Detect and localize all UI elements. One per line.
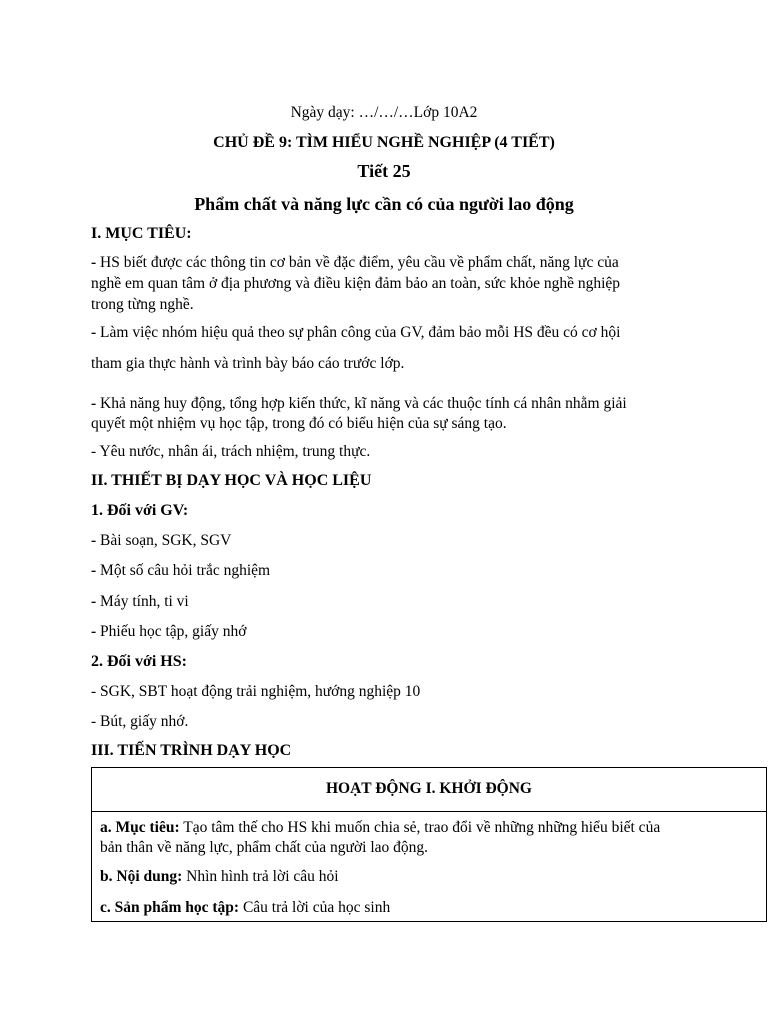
activity-title: HOẠT ĐỘNG I. KHỞI ĐỘNG	[326, 780, 532, 797]
bullet-dash: -	[91, 562, 97, 579]
hs-heading: 2. Đối với HS:	[91, 653, 187, 670]
objective-3-line-1	[91, 394, 691, 414]
activity-table	[91, 767, 767, 922]
product-text: Câu trả lời của học sinh	[239, 899, 391, 916]
activity-goal-line-2: bản thân về năng lực, phẩm chất của người lao động.	[100, 839, 429, 856]
lesson-number: Tiết 25	[357, 161, 411, 181]
objective-4: - Yêu nước, nhân ái, trách nhiệm, trung thực.	[91, 443, 371, 460]
table-divider	[92, 811, 766, 812]
objective-1-text: HS biết được các thông tin cơ bản về đặc điểm, yêu cầu về phẩm chất, năng lực của	[96, 254, 619, 271]
gv-item-text: Phiếu học tập, giấy nhớ	[96, 623, 247, 640]
goal-label: a. Mục tiêu:	[100, 819, 180, 836]
bullet-dash: -	[91, 254, 97, 271]
date-line: Ngày dạy: …/…/…Lớp 10A2	[290, 104, 478, 121]
gv-heading: 1. Đối với GV:	[91, 502, 189, 519]
activity-product	[100, 898, 760, 918]
activity-goal-line-1	[100, 818, 760, 838]
bullet-dash: -	[91, 593, 97, 610]
section-1-heading: I. MỤC TIÊU:	[91, 225, 192, 242]
lesson-title: Phẩm chất và năng lực cần có của người lao động	[194, 194, 574, 214]
objective-3-line-2: quyết một nhiệm vụ học tập, trong đó có biểu hiện của sự sáng tạo.	[91, 415, 507, 432]
objective-2-line-1	[91, 323, 691, 343]
content-text: Nhìn hình trả lời câu hỏi	[182, 868, 339, 885]
objective-2-line-2: tham gia thực hành và trình bày báo cáo trước lớp.	[91, 355, 405, 372]
gv-item-text: Một số câu hỏi trắc nghiệm	[96, 562, 271, 579]
gv-item	[91, 622, 691, 642]
activity-content	[100, 867, 760, 887]
product-label: c. Sản phẩm học tập:	[100, 899, 240, 916]
objective-1-line-2: nghề em quan tâm ở địa phương và điều kiện đảm bảo an toàn, sức khỏe nghề nghiệp	[91, 275, 621, 292]
objective-3-text: Khả năng huy động, tổng hợp kiến thức, kĩ năng và các thuộc tính cá nhân nhằm giải	[96, 395, 627, 412]
content-label: b. Nội dung:	[100, 868, 183, 885]
gv-item	[91, 531, 691, 551]
topic-title: CHỦ ĐỀ 9: TÌM HIỂU NGHỀ NGHIỆP (4 TIẾT)	[213, 134, 555, 151]
gv-item-text: Máy tính, ti vi	[96, 593, 189, 610]
objective-1-line-1	[91, 253, 691, 273]
goal-text: Tạo tâm thế cho HS khi muốn chia sẻ, trao đổi về những những hiểu biết của	[179, 819, 661, 836]
gv-item	[91, 561, 691, 581]
bullet-dash: -	[91, 532, 97, 549]
gv-item-text: Bài soạn, SGK, SGV	[96, 532, 232, 549]
hs-item: - Bút, giấy nhớ.	[91, 713, 189, 730]
objective-1-line-3: trong từng nghề.	[91, 296, 194, 313]
section-3-heading: III. TIẾN TRÌNH DẠY HỌC	[91, 742, 292, 759]
gv-item	[91, 592, 691, 612]
objective-2-text: Làm việc nhóm hiệu quả theo sự phân công của GV, đảm bảo mỗi HS đều có cơ hội	[96, 324, 621, 341]
bullet-dash: -	[91, 623, 97, 640]
hs-item: - SGK, SBT hoạt động trải nghiệm, hướng nghiệp 10	[91, 683, 421, 700]
bullet-dash: -	[91, 395, 97, 412]
section-2-heading: II. THIẾT BỊ DẠY HỌC VÀ HỌC LIỆU	[91, 472, 372, 489]
bullet-dash: -	[91, 324, 97, 341]
